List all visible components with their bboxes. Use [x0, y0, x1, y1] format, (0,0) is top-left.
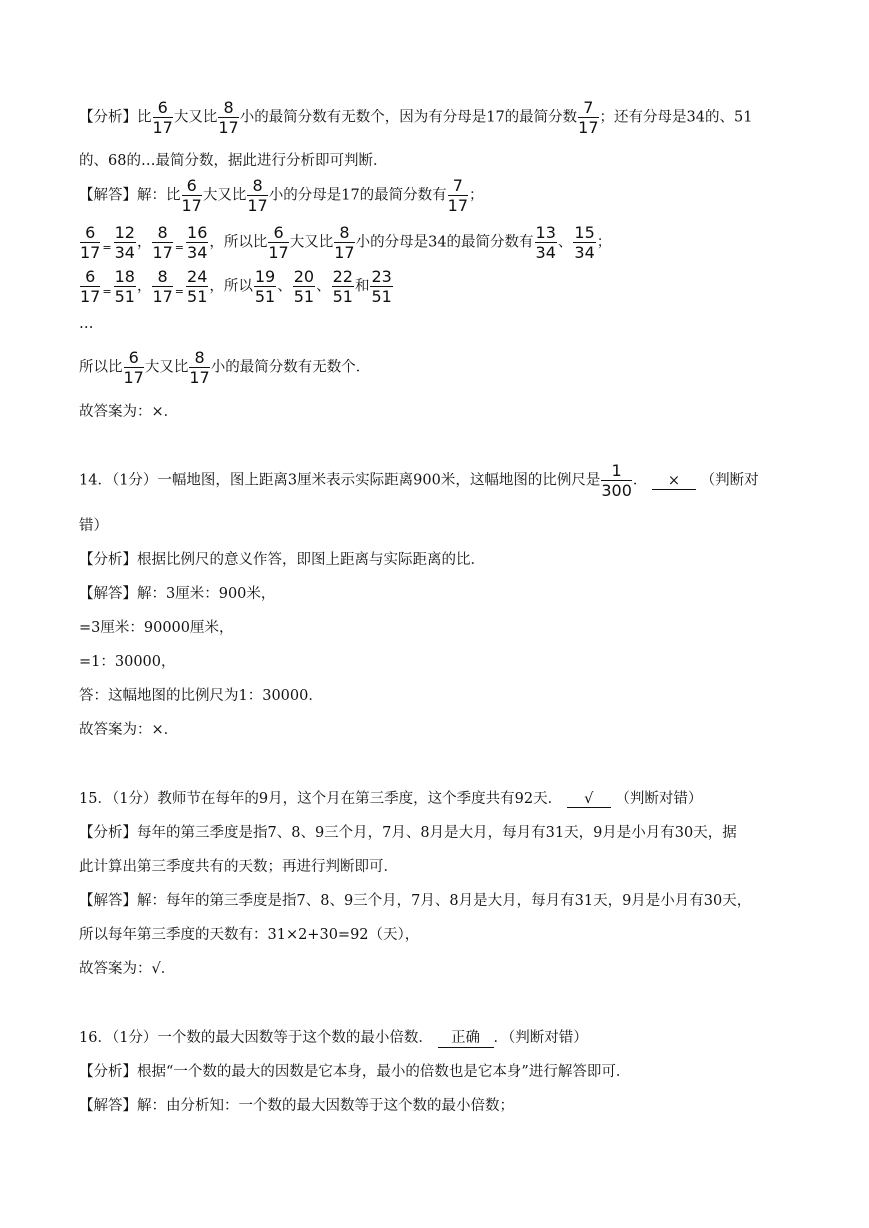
q13-solution-line3 [79, 268, 394, 305]
question-text: 15．（1分）教师节在每年的9月，这个月在第三季度，这个季度共有92天． [79, 791, 563, 807]
numerator: 7 [578, 99, 598, 118]
denominator: 51 [187, 287, 208, 306]
fraction [186, 224, 208, 261]
denominator: 17 [181, 196, 202, 215]
denominator: 17 [268, 243, 289, 262]
q14-analysis: 【分析】根据比例尺的意义作答，即图上距离与实际距离的比． [79, 552, 485, 568]
q14-solution-1: 【解答】解：3厘米：900米， [79, 586, 276, 602]
text: （判断对错） [615, 791, 703, 807]
denominator: 17 [152, 118, 173, 137]
fraction [601, 462, 632, 499]
fraction [218, 99, 238, 136]
q15-analysis-1: 【分析】每年的第三季度是指7、8、9三个月，7月、8月是大月，每月有31天，9月是小月有30天，据 [79, 825, 737, 841]
numerator: 15 [574, 223, 595, 242]
text: ，所以比 [209, 234, 268, 251]
fraction [114, 268, 136, 305]
text: 大又比 [289, 234, 334, 251]
equals: = [174, 285, 185, 298]
fraction [448, 177, 468, 214]
numerator: 8 [247, 177, 267, 196]
q13-solution-line1 [79, 177, 484, 214]
text: 、 [277, 278, 292, 295]
text: 大又比 [173, 109, 218, 126]
denominator: 34 [187, 243, 208, 262]
q15-answer: 故答案为：√． [79, 961, 176, 977]
numerator: 8 [189, 349, 209, 368]
text: ， [136, 234, 152, 251]
text: 小的最简分数有无数个． [210, 359, 371, 376]
answer-blank: 正确 [438, 1026, 494, 1048]
denominator: 17 [80, 287, 101, 306]
denominator: 17 [189, 368, 210, 387]
q15-analysis-2: 此计算出第三季度共有的天数；再进行判断即可． [79, 859, 398, 875]
text: ， [136, 278, 152, 295]
numerator: 8 [218, 99, 238, 118]
q15-solution-2: 所以每年第三季度的天数有：31×2+30=92（天）， [79, 927, 420, 943]
q13-ellipsis: … [79, 316, 94, 332]
q16-solution: 【解答】解：由分析知：一个数的最大因数等于这个数的最小倍数； [79, 1098, 514, 1114]
numerator: 12 [114, 223, 135, 242]
denominator: 34 [535, 243, 556, 262]
numerator: 6 [124, 349, 144, 368]
numerator: 8 [152, 268, 172, 287]
denominator: 17 [578, 118, 599, 137]
fraction [189, 349, 209, 386]
fraction [152, 268, 172, 305]
question-text: 16．（1分）一个数的最大因数等于这个数的最小倍数． [79, 1030, 433, 1046]
text: 解：比 [137, 187, 181, 204]
numerator: 23 [371, 267, 392, 286]
denominator: 51 [254, 287, 276, 306]
q16-stem [79, 1026, 588, 1048]
numerator: 7 [448, 177, 468, 196]
denominator: 17 [247, 196, 268, 215]
q14-stem-line1 [79, 462, 759, 499]
text: ，所以 [209, 278, 253, 295]
numerator: 8 [152, 224, 172, 243]
q14-answer: 故答案为：×． [79, 722, 179, 738]
fraction [124, 349, 144, 386]
denominator: 17 [152, 287, 173, 306]
equals: = [102, 241, 112, 254]
denominator: 34 [574, 243, 595, 262]
numerator: 1 [601, 462, 632, 481]
text: 大又比 [144, 359, 189, 376]
fraction [268, 224, 288, 261]
numerator: 18 [114, 267, 135, 286]
answer-blank: √ [567, 791, 611, 808]
numerator: 16 [187, 223, 208, 242]
text: 、 [316, 278, 331, 295]
q13-conclusion [79, 349, 370, 386]
fraction [578, 99, 598, 136]
denominator: 17 [218, 118, 239, 137]
q14-solution-3: =1：30000， [79, 654, 176, 670]
q15-solution-1: 【解答】解：每年的第三季度是指7、8、9三个月，7月、8月是大月，每月有31天，9月是小月有30天， [79, 893, 752, 909]
fraction [80, 224, 100, 261]
denominator: 51 [293, 287, 315, 306]
text: ．（判断对错） [493, 1030, 588, 1046]
fraction [80, 268, 100, 305]
numerator: 6 [182, 177, 202, 196]
text: 小的分母是34的最简分数有 [355, 234, 534, 251]
text: 比 [137, 109, 152, 126]
fraction [153, 99, 173, 136]
fraction [152, 224, 172, 261]
q13-analysis-line2: 的、68的…最简分数，据此进行分析即可判断． [79, 153, 388, 169]
denominator: 51 [371, 287, 392, 306]
text: 、 [557, 234, 573, 251]
numerator: 24 [187, 267, 208, 286]
equals: = [102, 285, 112, 298]
text: 小的最简分数有无数个，因为有分母是17的最简分数 [239, 109, 578, 126]
denominator: 17 [334, 243, 355, 262]
text: ；还有分母是34的、51 [599, 109, 753, 126]
equals: = [174, 241, 185, 254]
fraction [535, 224, 557, 261]
numerator: 13 [535, 223, 556, 242]
q13-analysis-line1 [79, 99, 752, 136]
text: ． [632, 472, 648, 489]
answer-blank: × [652, 473, 696, 490]
numerator: 6 [268, 224, 288, 243]
text: 所以比 [79, 359, 123, 376]
fraction [247, 177, 267, 214]
solution-tag: 【解答】 [79, 187, 137, 204]
numerator: 22 [332, 267, 353, 286]
fraction [573, 224, 595, 261]
numerator: 19 [254, 267, 276, 286]
text: （判断对 [700, 472, 759, 489]
q14-stem-line2: 错） [79, 518, 108, 534]
denominator: 17 [80, 243, 101, 262]
numerator: 6 [80, 268, 100, 287]
numerator: 20 [293, 267, 315, 286]
fraction [332, 268, 354, 305]
fraction [293, 268, 315, 305]
fraction [370, 268, 392, 305]
fraction [182, 177, 202, 214]
q14-solution-4: 答：这幅地图的比例尺为1：30000． [79, 688, 323, 704]
denominator: 300 [601, 481, 632, 500]
text: ； [469, 187, 484, 204]
q16-analysis: 【分析】根据“一个数的最大的因数是它本身，最小的倍数也是它本身”进行解答即可． [79, 1064, 631, 1080]
denominator: 51 [332, 287, 353, 306]
q14-solution-2: =3厘米：90000厘米， [79, 620, 234, 636]
analysis-tag: 【分析】 [79, 109, 137, 126]
q13-solution-line2 [79, 224, 611, 261]
fraction [334, 224, 354, 261]
question-text: 14．（1分）一幅地图，图上距离3厘米表示实际距离900米，这幅地图的比例尺是 [79, 472, 601, 489]
denominator: 51 [114, 287, 135, 306]
numerator: 6 [153, 99, 173, 118]
q15-stem [79, 787, 702, 808]
text: ； [596, 234, 612, 251]
denominator: 34 [114, 243, 135, 262]
fraction [114, 224, 136, 261]
denominator: 17 [123, 368, 144, 387]
text: 大又比 [202, 187, 247, 204]
fraction [186, 268, 208, 305]
text: 和 [354, 278, 370, 295]
denominator: 17 [447, 196, 469, 215]
denominator: 17 [152, 243, 173, 262]
numerator: 6 [80, 224, 100, 243]
fraction [254, 268, 276, 305]
text: 小的分母是17的最简分数有 [268, 187, 447, 204]
q13-answer: 故答案为：×． [79, 404, 179, 420]
numerator: 8 [334, 224, 354, 243]
